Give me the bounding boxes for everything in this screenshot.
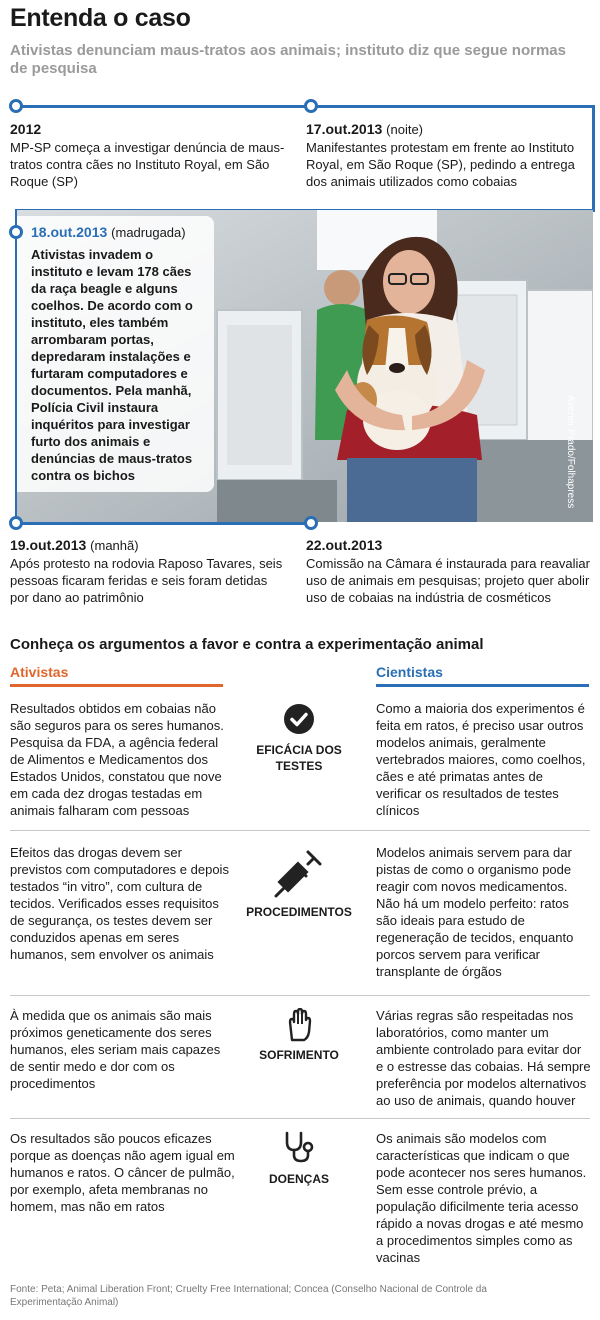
source-note: Fonte: Peta; Animal Liberation Front; Cruelty Free International; Concea (Conselho Nacional de Controle da Experimentação Animal) <box>10 1284 487 1308</box>
page-title: Entenda o caso <box>10 4 191 32</box>
activists-underline <box>10 684 223 687</box>
timeline-event-2012 <box>10 121 285 190</box>
timeline-dot-2012 <box>9 99 23 113</box>
row-divider <box>10 830 590 831</box>
scientist-argument-suffering: Várias regras são respeitadas nos laboratórios, como manter um ambiente controlado para evitar dor e o estresse das cobaias. Há sempre preferência por modelos alternativos ao uso de animais, quando houver <box>376 1008 591 1108</box>
stethoscope-icon <box>282 1130 316 1164</box>
timeline-dot-22out <box>304 516 318 530</box>
event-note: (manhã) <box>90 538 139 553</box>
event-date: 17.out.2013 <box>306 121 383 137</box>
arguments-title: Conheça os argumentos a favor e contra a experimentação animal <box>10 636 484 653</box>
category-label-procedures: PROCEDIMENTOS <box>246 905 352 919</box>
event-text: Manifestantes protestam em frente ao Instituto Royal, em São Roque (SP), pedindo a entrega dos animais utilizados como cobaias <box>306 140 575 189</box>
timeline-event-18out <box>17 216 214 492</box>
timeline-right-line <box>592 105 595 212</box>
photo-credit: Avener Prado/Folhapress <box>565 395 576 509</box>
event-text: MP-SP começa a investigar denúncia de maus-tratos contra cães no Instituto Royal, em São Roque (SP) <box>10 140 285 189</box>
activist-argument-suffering: À medida que os animais são mais próximos geneticamente dos seres humanos, eles seriam mais capazes de sentir medo e dor com os procedimentos <box>10 1008 221 1091</box>
event-text: Comissão na Câmara é instaurada para reavaliar uso de animais em pesquisas; projeto quer abolir uso de cobaias na indústria de cosméticos <box>306 556 590 605</box>
timeline-dot-17out <box>304 99 318 113</box>
event-date: 22.out.2013 <box>306 537 383 553</box>
event-date: 19.out.2013 <box>10 537 87 553</box>
timeline-bottom-line <box>15 522 315 525</box>
page-subtitle: Ativistas denunciam maus-tratos aos animais; instituto diz que segue normas de pesquisa <box>10 42 566 77</box>
event-date: 2012 <box>10 121 42 137</box>
scientist-argument-efficacy: Como a maioria dos experimentos é feita em ratos, é preciso usar outros modelos animais, geralmente vertebrados maiores, como coelhos, cães e até primatas antes de verificar os resultados de testes clínicos <box>376 701 586 818</box>
check-circle-icon <box>283 703 315 735</box>
scientists-heading: Cientistas <box>376 664 443 680</box>
syringe-icon <box>272 846 326 900</box>
activist-argument-procedures: Efeitos das drogas devem ser previstos com computadores e depois testados “in vitro”, com cultura de tecidos. Verificados esses requisitos de segurança, os testes devem ser conduzidos apenas em seres humanos, sem envolver os animais <box>10 845 229 962</box>
event-text: Após protesto na rodovia Raposo Tavares, seis pessoas ficaram feridas e seis foram detidas por dano ao patrimônio <box>10 556 283 605</box>
timeline-event-17out <box>306 121 586 190</box>
activist-argument-diseases: Os resultados são poucos eficazes porque as doenças não agem igual em humanos e ratos. O câncer de pulmão, por exemplo, afeta membranas no homem, mas não em ratos <box>10 1131 235 1214</box>
activists-heading: Ativistas <box>10 664 69 680</box>
scientists-underline <box>376 684 589 687</box>
event-date: 18.out.2013 <box>31 224 108 240</box>
row-divider <box>10 1118 590 1119</box>
row-divider <box>10 995 590 996</box>
timeline-event-22out <box>306 537 591 606</box>
activist-argument-efficacy: Resultados obtidos em cobaias não são seguros para os seres humanos. Pesquisa da FDA, a agência federal de Alimentos e Medicamentos dos Estados Unidos, constatou que nove em cada dez drogas testadas em animais falharam com pessoas <box>10 701 224 818</box>
event-note: (madrugada) <box>111 225 186 240</box>
timeline-event-19out <box>10 537 285 606</box>
category-label-suffering: SOFRIMENTO <box>259 1048 339 1062</box>
scientist-argument-diseases: Os animais são modelos com características que indicam o que pode acontecer nos seres humanos. Sem esse controle prévio, a população dificilmente teria acesso rápido a novas drogas e até mesmo a procedimentos simples como as vacinas <box>376 1131 587 1265</box>
hand-icon <box>284 1008 314 1042</box>
event-text: Ativistas invadem o instituto e levam 178 cães da raça beagle e alguns coelhos. De acordo com o instituto, eles também arrombaram portas, depredaram instalações e furtaram computadores e documentos. Pela manhã, Polícia Civil instaura inquéritos para investigar furto dos animais e denúncias de maus-tratos contra os bichos <box>31 247 193 483</box>
event-note: (noite) <box>386 122 424 137</box>
category-label-efficacy: EFICÁCIA DOS TESTES <box>256 743 342 773</box>
timeline-dot-18out <box>9 225 23 239</box>
scientist-argument-procedures: Modelos animais servem para dar pistas de como o organismo pode reagir com novos medicamentos. Não há um modelo perfeito: ratos são ideais para estudo de regeneração de tecidos, enquanto porcos servem para verificar transplante de órgãos <box>376 845 574 979</box>
timeline-dot-19out <box>9 516 23 530</box>
category-label-diseases: DOENÇAS <box>268 1172 329 1186</box>
